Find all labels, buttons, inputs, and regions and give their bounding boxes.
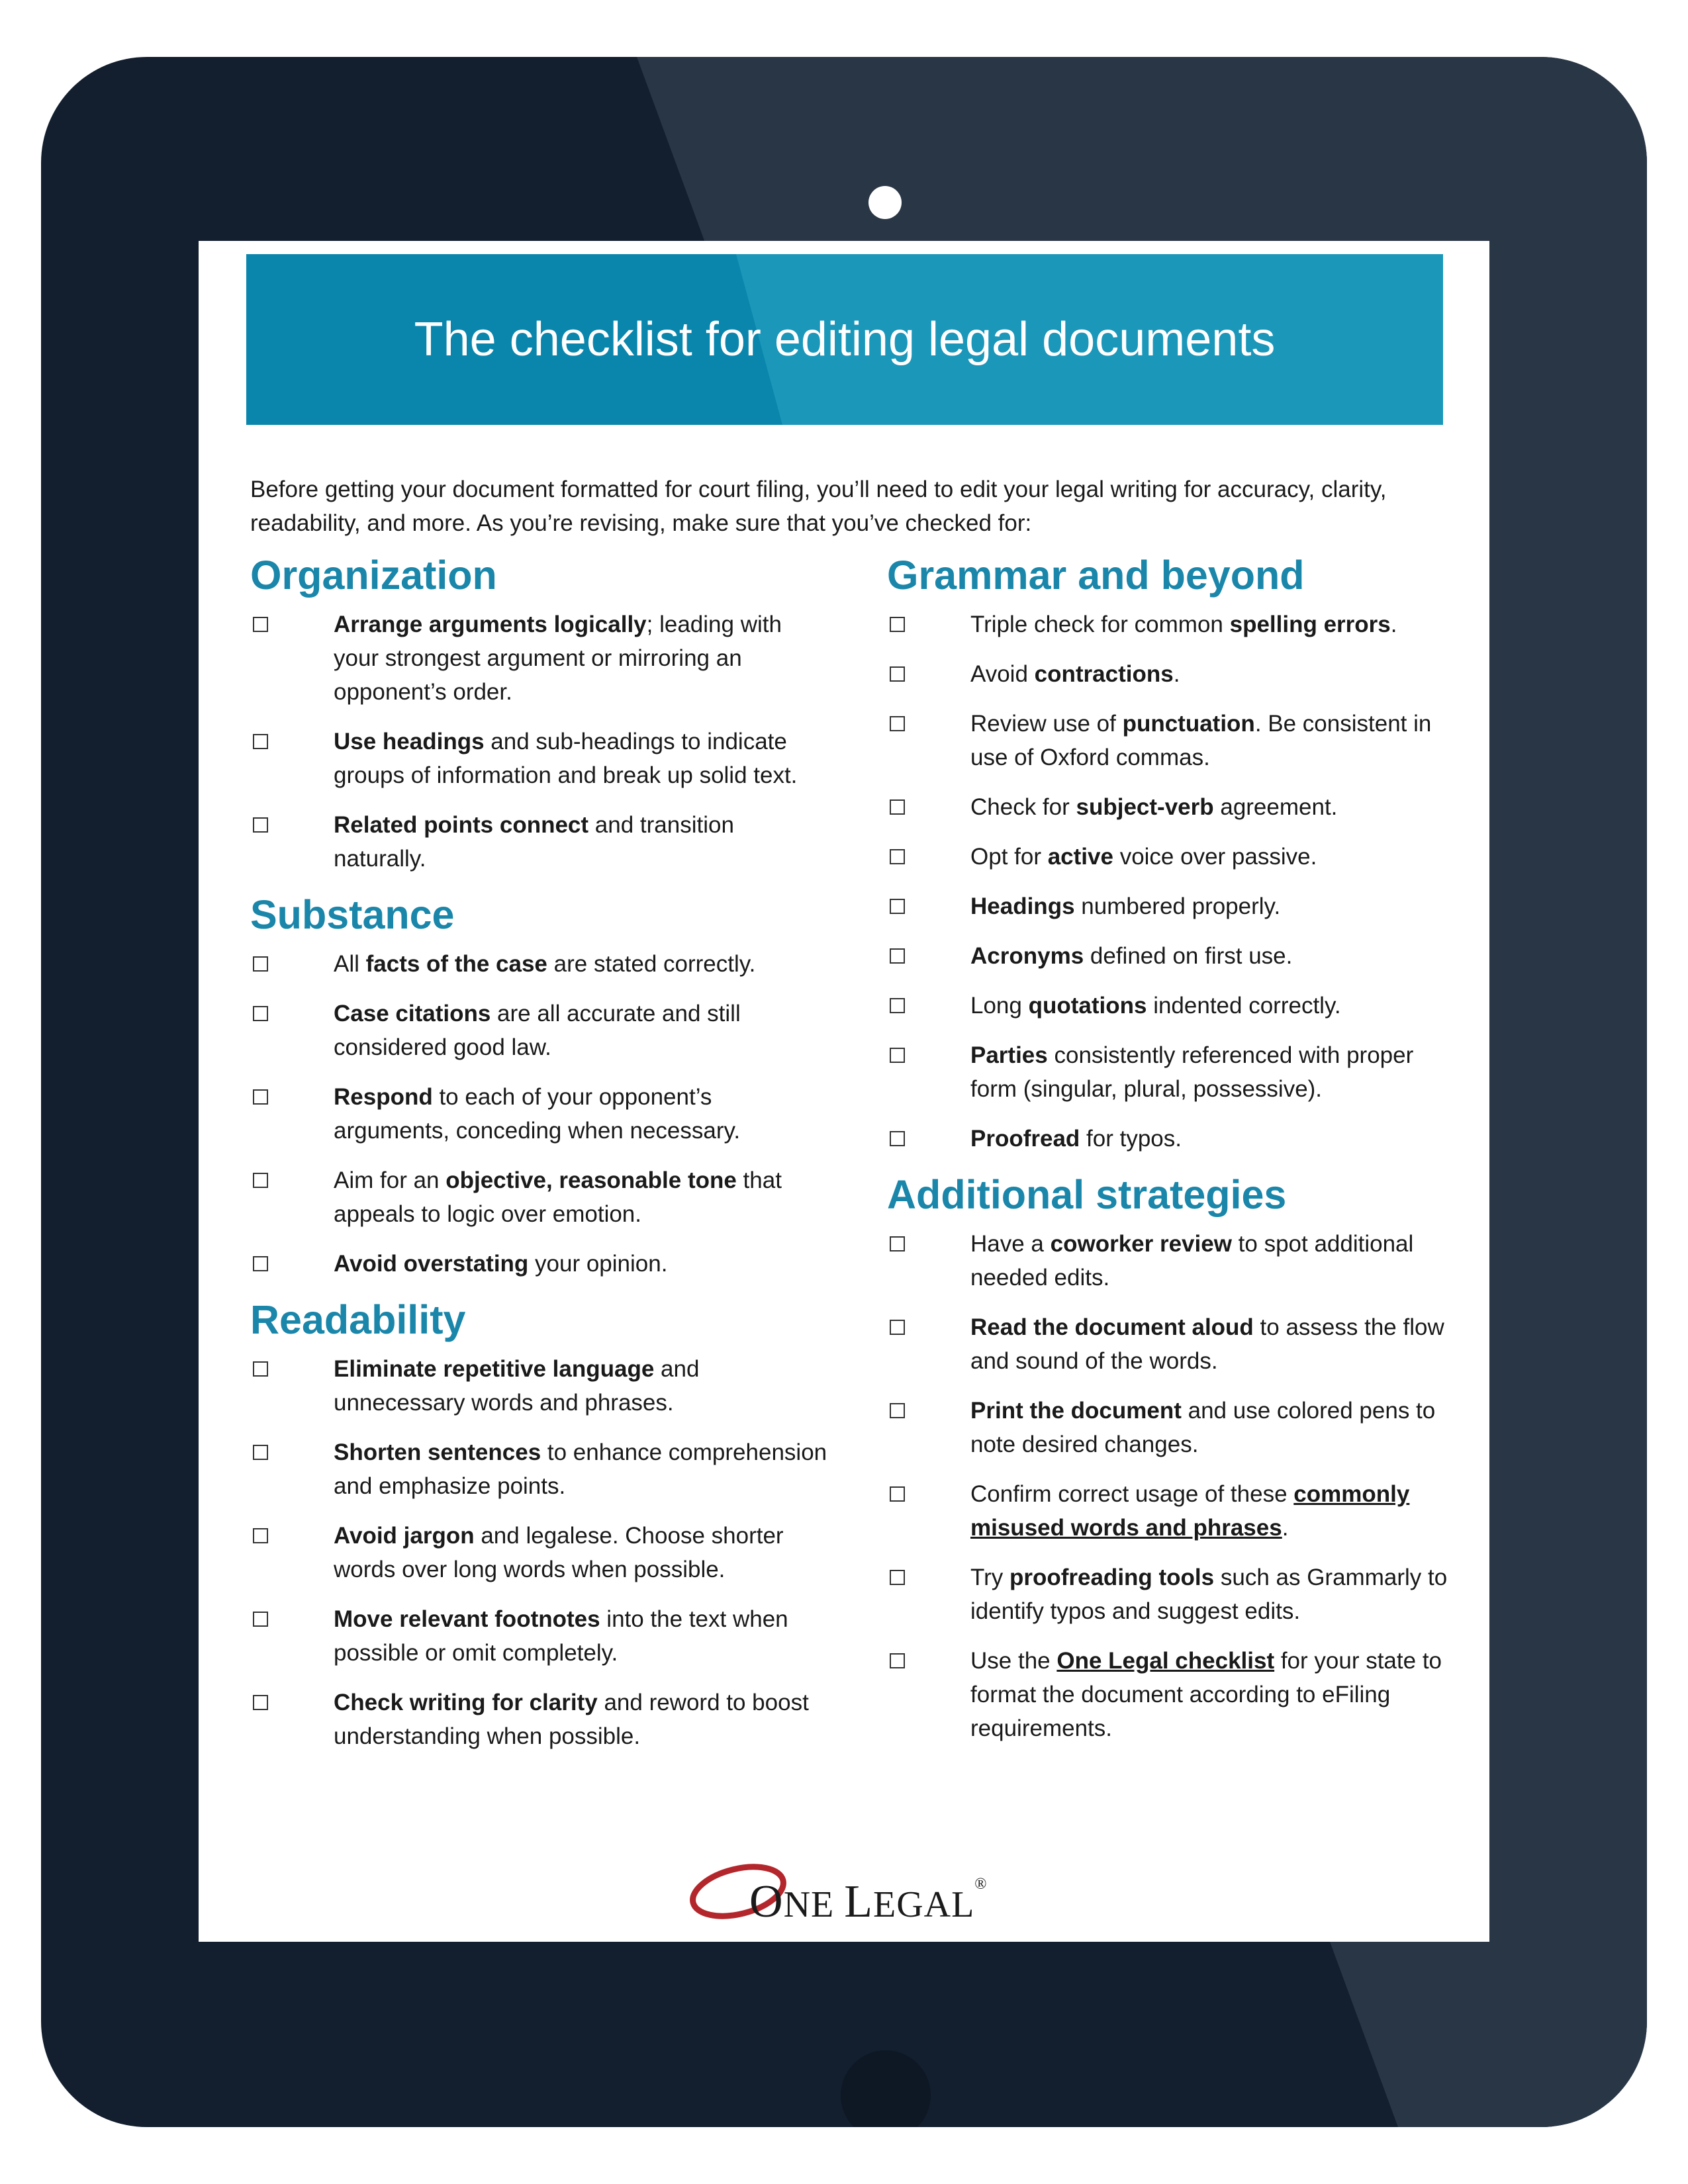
checklist-text: for typos. [1080, 1126, 1182, 1152]
checklist-text: Eliminate repetitive language [334, 1356, 655, 1382]
checklist-item [250, 808, 833, 876]
checklist-item [887, 1227, 1456, 1295]
checklist-text: Print the document [970, 1398, 1182, 1424]
checklist-text: Acronyms [970, 943, 1084, 969]
checklist-text: and transition naturally. [334, 812, 734, 872]
checkbox-icon[interactable] [890, 899, 905, 914]
checklist-text: and unnecessary words and phrases. [334, 1356, 700, 1416]
checklist-text: Long [970, 993, 1029, 1019]
checklist-text: such as Grammarly to identify typos and suggest edits. [970, 1565, 1448, 1624]
checklist-item [250, 1080, 833, 1148]
checkbox-icon[interactable] [253, 1361, 268, 1377]
checklist-text: Read the document aloud [970, 1314, 1254, 1340]
checklist-item [887, 790, 1456, 824]
section-additional [887, 1171, 1456, 1745]
checklist-text: and use colored pens to note desired changes. [970, 1398, 1436, 1457]
checkbox-icon[interactable] [253, 1006, 268, 1021]
checklist-item [250, 725, 833, 792]
checklist-text: are all accurate and still considered good law. [334, 1001, 741, 1060]
checklist-item [250, 997, 833, 1064]
right-column [887, 552, 1456, 1761]
checklist-item [887, 1644, 1456, 1745]
tablet-content-layer [41, 57, 1647, 2127]
section-heading: Substance [250, 892, 455, 937]
checklist-text: punctuation [1122, 711, 1255, 737]
checklist-item [250, 1519, 833, 1586]
checklist-text: active [1047, 844, 1113, 870]
checklist-text: quotations [1028, 993, 1147, 1019]
checklist-text: Shorten sentences [334, 1439, 541, 1465]
checklist-text: subject-verb [1076, 794, 1214, 820]
checklist-text: proofreading tools [1009, 1565, 1215, 1590]
checklist-item [887, 1310, 1456, 1378]
checkbox-icon[interactable] [890, 799, 905, 815]
checklist-text: coworker review [1050, 1231, 1232, 1257]
checklist-text: Headings [970, 893, 1075, 919]
checklist-text: that appeals to logic over emotion. [334, 1167, 782, 1227]
checklist-text: and legalese. Choose shorter words over long words when possible. [334, 1523, 784, 1582]
checklist-item [250, 947, 833, 981]
checklist-item [887, 1561, 1456, 1628]
checklist-text: and sub-headings to indicate groups of information and break up solid text. [334, 729, 798, 788]
intro-paragraph: Before getting your document formatted for court filing, you’ll need to edit your legal writing for accuracy, clarity, readability, and more. As you’re revising, make sure that you’ve checked for: [250, 477, 1387, 536]
checklist-text: numbered properly. [1074, 893, 1281, 919]
checkbox-icon[interactable] [253, 956, 268, 972]
checkbox-icon[interactable] [253, 1089, 268, 1105]
checklist-text: Avoid overstating [334, 1251, 529, 1277]
checklist-item [250, 1435, 833, 1503]
checkbox-icon[interactable] [890, 998, 905, 1013]
checklist-text: contractions [1034, 661, 1174, 687]
checkbox-icon[interactable] [890, 666, 905, 682]
checklist-item [887, 1038, 1456, 1106]
checklist-item [250, 1602, 833, 1670]
checklist-link[interactable]: commonly misused words and phrases [970, 1481, 1410, 1541]
checklist-text: spelling errors [1229, 612, 1391, 637]
section-heading: Organization [250, 553, 497, 598]
document-screen [199, 241, 1489, 1942]
checkbox-icon[interactable] [253, 1528, 268, 1543]
checklist-text: Aim for an [334, 1167, 446, 1193]
checklist-text: Use headings [334, 729, 485, 754]
checkbox-icon[interactable] [890, 1131, 905, 1146]
checklist-text: ; leading with your strongest argument or mirroring an opponent’s order. [334, 612, 782, 705]
checkbox-icon[interactable] [890, 1653, 905, 1668]
section-substance [250, 891, 833, 1281]
checklist-text: objective, reasonable tone [445, 1167, 737, 1193]
section-heading: Additional strategies [887, 1172, 1287, 1217]
checklist-item [250, 1686, 833, 1753]
checklist-text: to spot additional needed edits. [970, 1231, 1414, 1291]
checklist-item [887, 889, 1456, 923]
checklist-item [887, 707, 1456, 774]
checklist-text: Related points connect [334, 812, 589, 838]
checkbox-icon[interactable] [253, 734, 268, 749]
checkbox-icon[interactable] [253, 617, 268, 632]
section-heading: Grammar and beyond [887, 553, 1305, 598]
page-title: The checklist for editing legal documents [414, 313, 1276, 366]
checklist-text: Use the [970, 1648, 1057, 1674]
checklist-text: Triple check for common [970, 612, 1230, 637]
checkbox-icon[interactable] [890, 1486, 905, 1502]
checklist-item [250, 1247, 833, 1281]
checklist-text: agreement. [1213, 794, 1338, 820]
checklist-text: . [1390, 612, 1397, 637]
checklist-item [887, 840, 1456, 874]
checklist-text: Proofread [970, 1126, 1080, 1152]
checklist-link[interactable]: One Legal checklist [1056, 1648, 1275, 1674]
checklist-text: Review use of [970, 711, 1123, 737]
checklist-text: to enhance comprehension and emphasize points. [334, 1439, 827, 1499]
checkbox-icon[interactable] [890, 617, 905, 632]
checkbox-icon[interactable] [253, 1695, 268, 1710]
checklist-text: Move relevant footnotes [334, 1606, 600, 1632]
checklist-text: to assess the flow and sound of the words. [970, 1314, 1444, 1374]
left-column [250, 552, 833, 1769]
checklist-text: Opt for [970, 844, 1048, 870]
checkbox-icon[interactable] [253, 1445, 268, 1460]
checklist-item [250, 1352, 833, 1420]
checklist-text: into the text when possible or omit completely. [334, 1606, 788, 1666]
checklist-text: your opinion. [528, 1251, 668, 1277]
logo-wordmark: ONE LEGAL® [749, 1876, 988, 1927]
checklist-text: to each of your opponent’s arguments, conceding when necessary. [334, 1084, 741, 1144]
checkbox-icon[interactable] [890, 1236, 905, 1251]
checklist-item [887, 989, 1456, 1023]
checklist-text: Case citations [334, 1001, 491, 1026]
checkbox-icon[interactable] [890, 1320, 905, 1335]
checklist-text: Avoid [970, 661, 1035, 687]
checklist-text: for your state to format the document according to eFiling requirements. [970, 1648, 1442, 1741]
checklist-text: facts of the case [365, 951, 547, 977]
checklist-item [250, 608, 833, 709]
checklist-item [250, 1163, 833, 1231]
checkbox-icon[interactable] [890, 948, 905, 964]
checklist-text: Parties [970, 1042, 1048, 1068]
checklist-item [887, 1122, 1456, 1156]
checklist-text: consistently referenced with proper form (singular, plural, possessive). [970, 1042, 1414, 1102]
checklist-text: Arrange arguments logically [334, 612, 647, 637]
section-grammar [887, 552, 1456, 1156]
checklist-text: . Be consistent in use of Oxford commas. [970, 711, 1432, 770]
checkbox-icon[interactable] [890, 1570, 905, 1585]
checkbox-icon[interactable] [890, 1048, 905, 1063]
checklist-text: voice over passive. [1113, 844, 1317, 870]
checklist-text: Confirm correct usage of these [970, 1481, 1294, 1507]
section-heading: Readability [250, 1297, 466, 1342]
one-legal-logo [688, 1856, 1006, 1927]
checklist-text: All [334, 951, 366, 977]
checklist-item [887, 608, 1456, 641]
checkbox-icon[interactable] [890, 849, 905, 864]
checklist-text: and reword to boost understanding when possible. [334, 1690, 809, 1749]
checklist-text: . [1282, 1515, 1289, 1541]
checklist-text: are stated correctly. [547, 951, 756, 977]
checklist-text: Check writing for clarity [334, 1690, 598, 1715]
checkbox-icon[interactable] [890, 1403, 905, 1418]
section-organization [250, 552, 833, 876]
checklist-item [887, 1477, 1456, 1545]
checkbox-icon[interactable] [253, 1173, 268, 1188]
checklist-item [887, 657, 1456, 691]
checklist-item [887, 939, 1456, 973]
checklist-item [887, 1394, 1456, 1461]
checkbox-icon[interactable] [890, 716, 905, 731]
checkbox-icon[interactable] [253, 817, 268, 833]
checklist-text: indented correctly. [1147, 993, 1341, 1019]
title-banner [246, 254, 1443, 425]
checklist-text: Avoid jargon [334, 1523, 475, 1549]
checklist-text: Check for [970, 794, 1076, 820]
section-readability [250, 1297, 833, 1753]
checklist-text: Have a [970, 1231, 1051, 1257]
checklist-text: . [1173, 661, 1180, 687]
checkbox-icon[interactable] [253, 1612, 268, 1627]
checklist-text: Try [970, 1565, 1009, 1590]
checklist-text: defined on first use. [1084, 943, 1293, 969]
checkbox-icon[interactable] [253, 1256, 268, 1271]
checklist-text: Respond [334, 1084, 433, 1110]
